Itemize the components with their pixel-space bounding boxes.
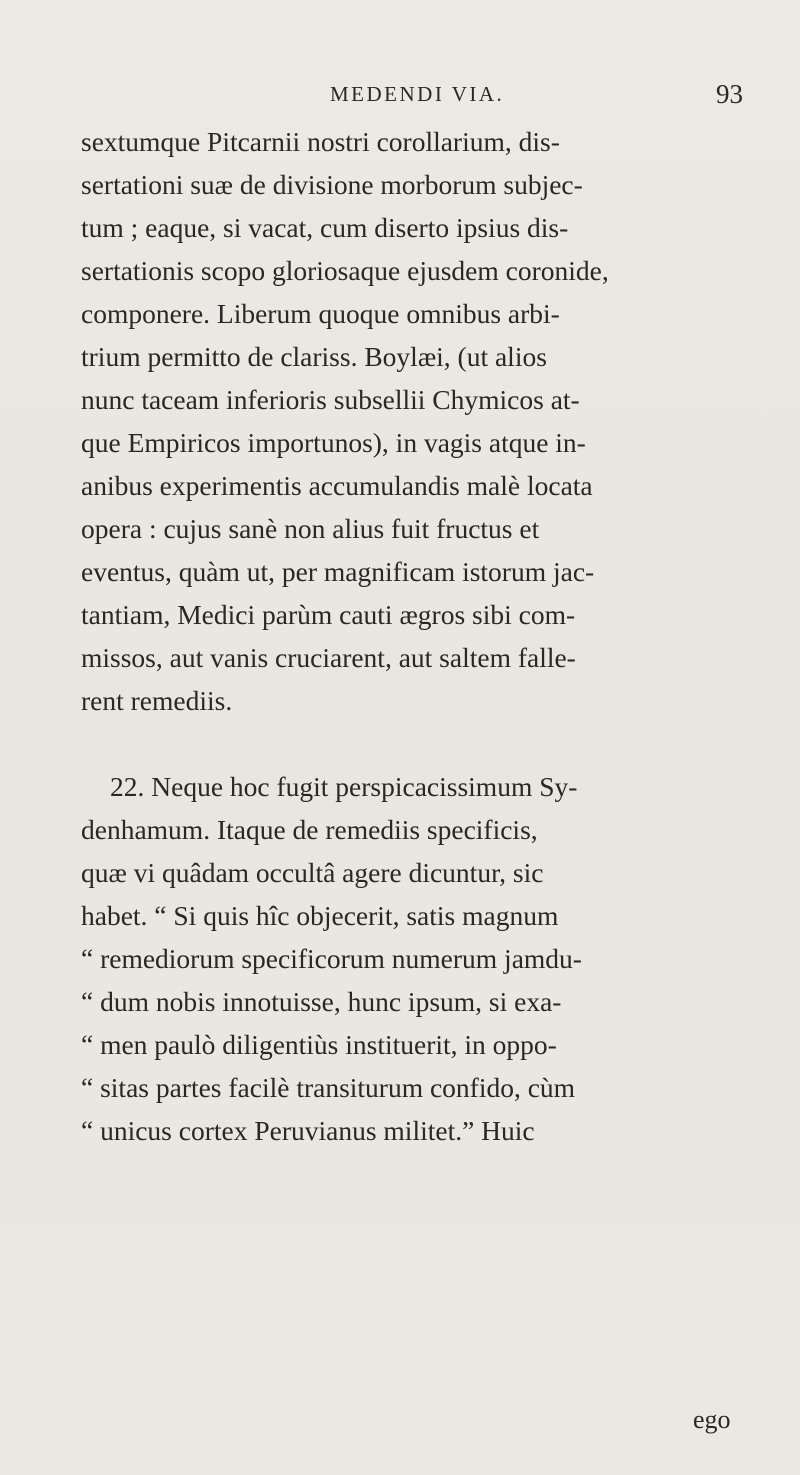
text-line: quæ vi quâdam occultâ agere dicuntur, sic — [81, 857, 544, 888]
text-line: missos, aut vanis cruciarent, aut saltem falle- — [81, 642, 576, 673]
text-line: sextumque Pitcarnii nostri corollarium, dis- — [81, 126, 560, 157]
text-line: rent remediis. — [81, 685, 233, 716]
text-line: 22. Neque hoc fugit perspicacissimum Sy- — [110, 771, 578, 802]
text-line: “ men paulò diligentiùs instituerit, in oppo- — [81, 1029, 557, 1060]
page-number: 93 — [716, 79, 743, 109]
running-head — [0, 79, 800, 112]
text-line: eventus, quàm ut, per magnificam istorum jac- — [81, 556, 595, 587]
text-line: “ unicus cortex Peruvianus militet.” Huic — [81, 1115, 535, 1146]
running-title: MEDENDI VIA. — [330, 82, 505, 106]
text-line: que Empiricos importunos), in vagis atque in- — [81, 427, 586, 458]
text-line: “ dum nobis innotuisse, hunc ipsum, si exa- — [81, 986, 562, 1017]
text-line: sertationis scopo gloriosaque ejusdem coronide, — [81, 255, 609, 286]
text-line: habet. “ Si quis hîc objecerit, satis magnum — [81, 900, 559, 931]
text-line: denhamum. Itaque de remediis specificis, — [81, 814, 538, 845]
text-line: trium permitto de clariss. Boylæi, (ut alios — [81, 341, 547, 372]
text-line: anibus experimentis accumulandis malè locata — [81, 470, 593, 501]
text-line: nunc taceam inferioris subsellii Chymicos at- — [81, 384, 580, 415]
text-line: “ remediorum specificorum numerum jamdu- — [81, 943, 582, 974]
text-line: tantiam, Medici parùm cauti ægros sibi com- — [81, 599, 576, 630]
text-line: “ sitas partes facilè transiturum confido, cùm — [81, 1072, 576, 1103]
text-line: sertationi suæ de divisione morborum subjec- — [81, 169, 583, 200]
text-line: componere. Liberum quoque omnibus arbi- — [81, 298, 560, 329]
text-line: opera : cujus sanè non alius fuit fructus et — [81, 513, 540, 544]
text-line: tum ; eaque, si vacat, cum diserto ipsius dis- — [81, 212, 569, 243]
catchword: ego — [693, 1405, 731, 1434]
